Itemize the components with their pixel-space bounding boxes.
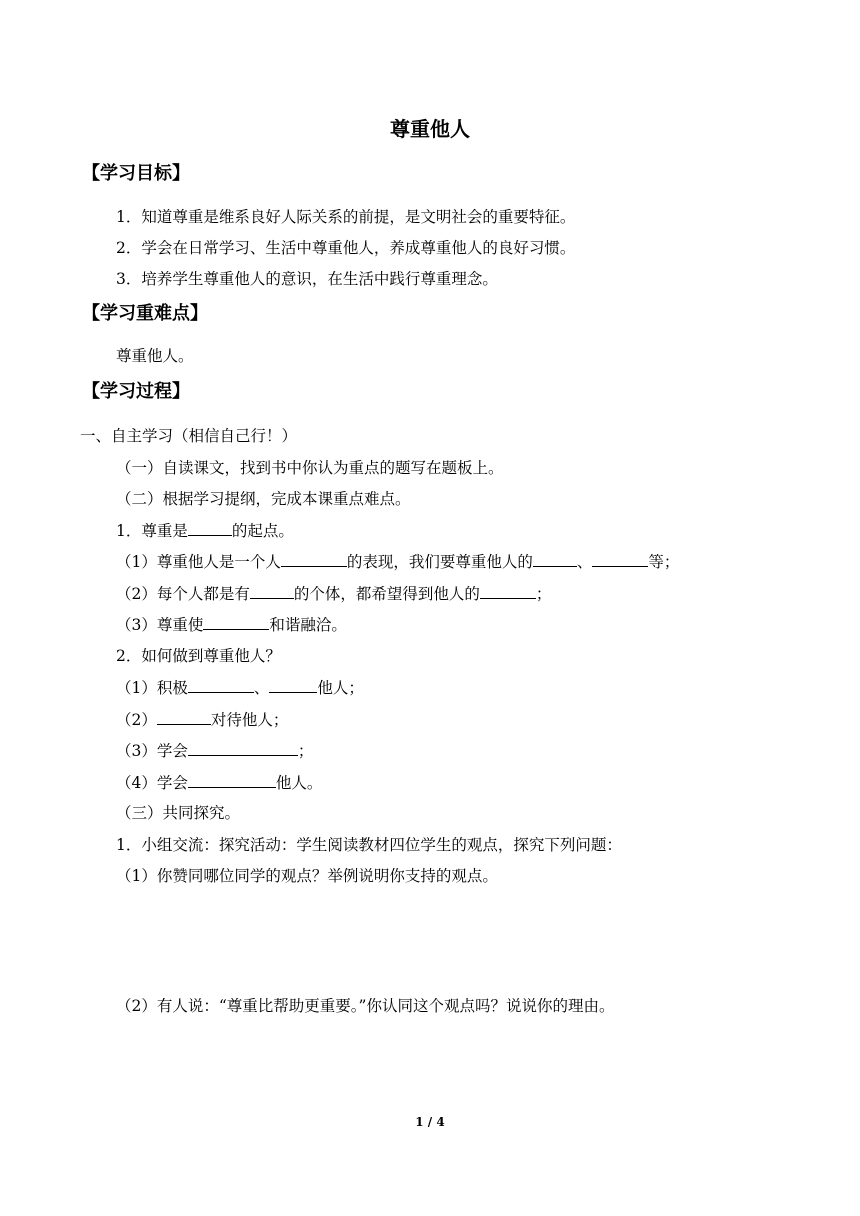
key-points-text: 尊重他人。 — [116, 347, 194, 365]
objective-2: 2．学会在日常学习、生活中尊重他人，养成尊重他人的良好习惯。 — [116, 239, 576, 257]
fill-blank — [250, 583, 294, 599]
question-2-4: （4）学会 他人。 — [116, 774, 323, 792]
question-2-2: （2） 对待他人； — [116, 711, 289, 729]
fill-blank — [480, 583, 536, 599]
fill-blank — [188, 677, 254, 693]
step-read-text: （一）自读课文，找到书中你认为重点的题写在题板上。 — [116, 459, 504, 477]
question-1-3: （3）尊重使 和谐融洽。 — [116, 616, 347, 634]
question-2: 2．如何做到尊重他人？ — [116, 647, 281, 665]
group-question-2: （2）有人说：“尊重比帮助更重要。”你认同这个观点吗？说说你的理由。 — [116, 997, 615, 1015]
question-1: 1．尊重是 的起点。 — [116, 522, 294, 540]
fill-blank — [188, 520, 232, 536]
fill-blank — [281, 551, 347, 567]
process-header: 【学习过程】 — [82, 381, 190, 402]
objective-3: 3．培养学生尊重他人的意识，在生活中践行尊重理念。 — [116, 270, 498, 288]
question-2-3: （3）学会 ； — [116, 742, 314, 760]
group-question-1: （1）你赞同哪位同学的观点？举例说明你支持的观点。 — [116, 867, 498, 885]
question-2-1: （1）积极 、 他人； — [116, 679, 364, 697]
fill-blank — [269, 677, 317, 693]
fill-blank — [203, 614, 269, 630]
page-number: 1 / 4 — [415, 1115, 445, 1129]
fill-blank — [157, 709, 211, 725]
part-self-study: 一、自主学习（相信自己行！） — [80, 427, 298, 445]
key-points-header: 【学习重难点】 — [82, 303, 208, 324]
group-activity: 1．小组交流：探究活动：学生阅读教材四位学生的观点，探究下列问题： — [116, 836, 622, 854]
question-1-1: （1）尊重他人是一个人 的表现，我们要尊重他人的 、 等； — [116, 553, 680, 571]
fill-blank — [592, 551, 648, 567]
fill-blank — [188, 740, 298, 756]
fill-blank — [188, 772, 276, 788]
objectives-header: 【学习目标】 — [82, 163, 190, 184]
page-title: 尊重他人 — [390, 117, 470, 141]
fill-blank — [533, 551, 577, 567]
step-outline: （二）根据学习提纲，完成本课重点难点。 — [116, 490, 411, 508]
objective-1: 1．知道尊重是维系良好人际关系的前提，是文明社会的重要特征。 — [116, 208, 576, 226]
step-explore: （三）共同探究。 — [116, 804, 241, 822]
question-1-2: （2）每个人都是有 的个体，都希望得到他人的 ； — [116, 585, 552, 603]
